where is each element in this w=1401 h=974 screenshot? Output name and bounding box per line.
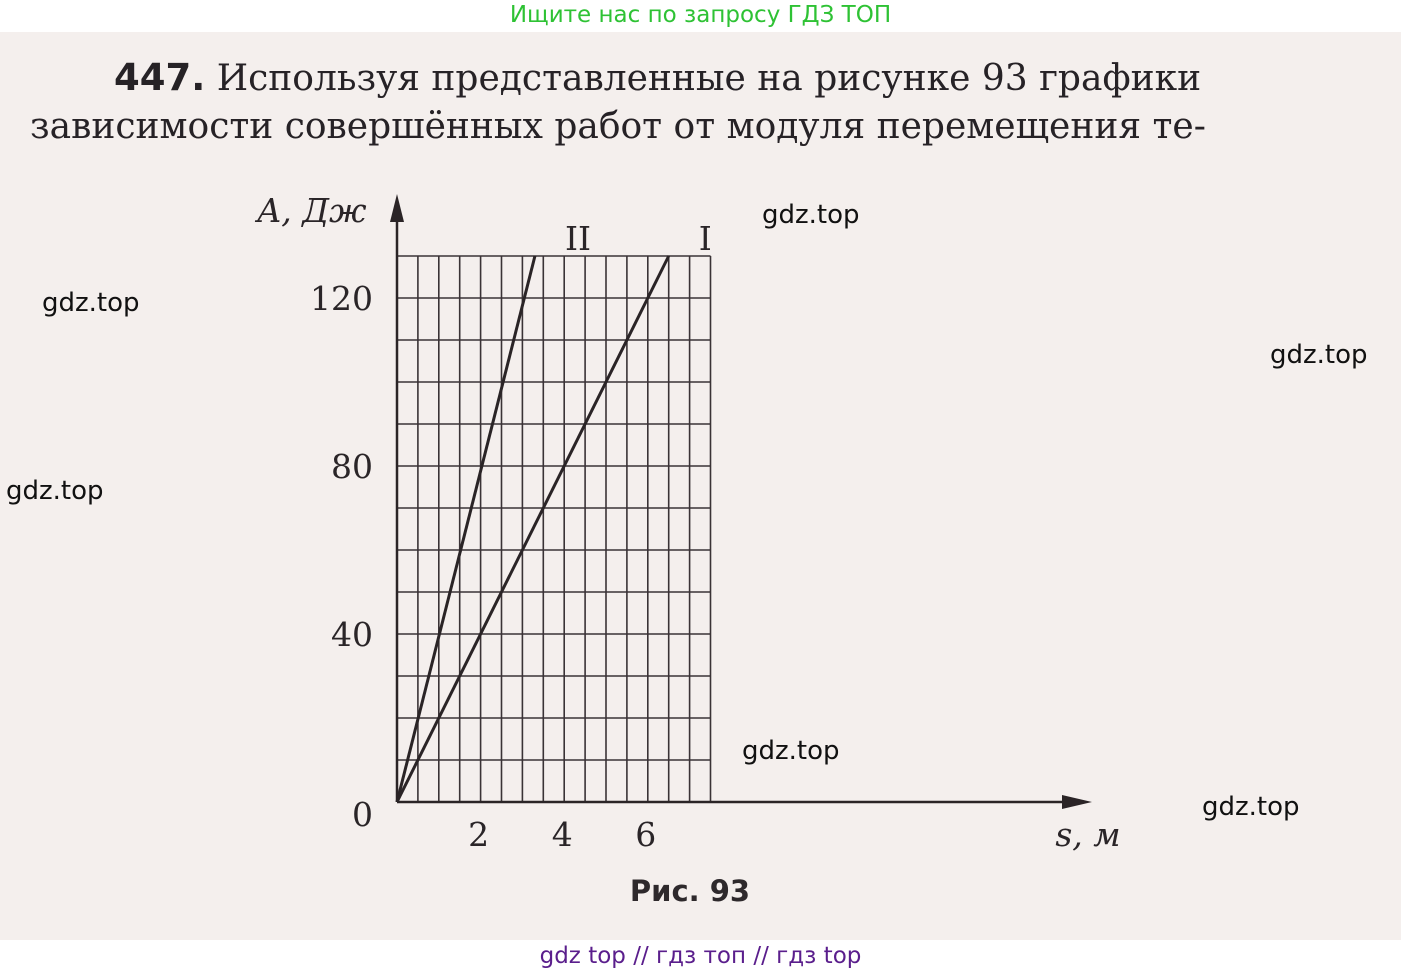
watermark: gdz.top <box>6 476 104 506</box>
series-label-ii: II <box>564 219 592 258</box>
watermark: gdz.top <box>762 200 860 230</box>
figure-caption: Рис. 93 <box>629 874 751 908</box>
watermark: gdz.top <box>742 736 840 766</box>
x-tick-label: 6 <box>635 815 657 854</box>
y-axis-label: A, Дж <box>257 191 367 230</box>
x-tick-label: 4 <box>551 815 573 854</box>
y-tick-label: 80 <box>331 447 373 486</box>
series-line-i <box>397 256 669 802</box>
problem-line-2: зависимости совершённых работ от модуля перемещения те- <box>30 106 1206 147</box>
problem-number: 447. <box>114 56 206 99</box>
problem-line-1-text: Используя представленные на рисунке 93 графики <box>216 58 1202 99</box>
x-axis-label: s, м <box>1055 815 1121 854</box>
x-axis-arrow <box>1062 795 1092 809</box>
x-tick-label: 2 <box>468 815 490 854</box>
series-label-i: I <box>698 219 712 258</box>
y-axis-arrow <box>390 194 404 222</box>
y-tick-label: 40 <box>331 615 373 654</box>
y-tick-label: 120 <box>310 279 373 318</box>
top-banner: Ищите нас по запросу ГДЗ ТОП <box>509 2 892 28</box>
watermark: gdz.top <box>1202 792 1300 822</box>
bottom-banner: gdz top // гдз топ // гдз top <box>0 940 1401 974</box>
origin-label: 0 <box>352 795 373 834</box>
watermark: gdz.top <box>42 288 140 318</box>
watermark: gdz.top <box>1270 340 1368 370</box>
